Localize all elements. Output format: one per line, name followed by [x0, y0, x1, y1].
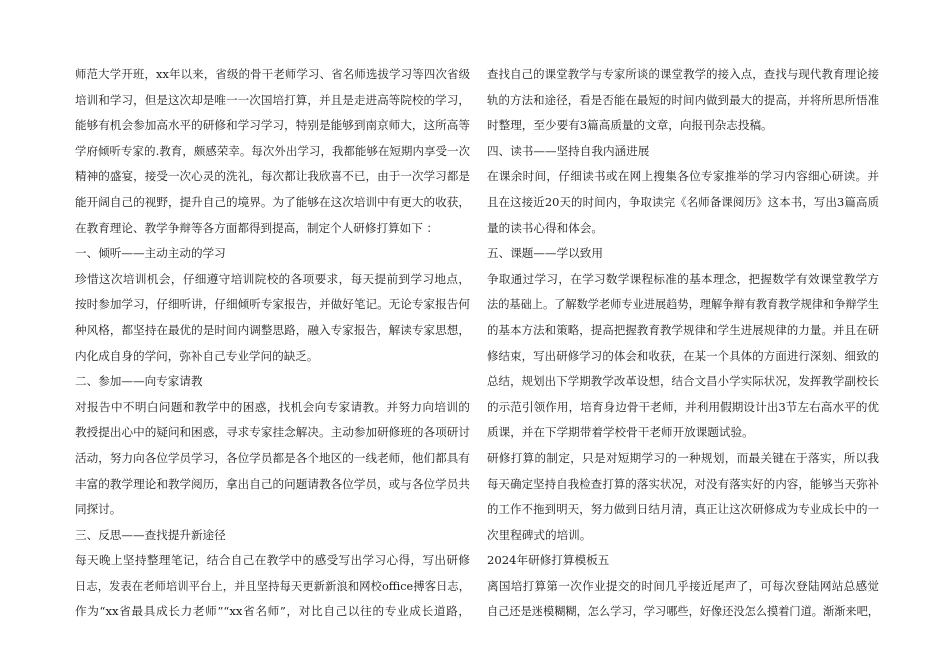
left-text-line: 内化成自身的学问，弥补自己专业学问的缺乏。 — [75, 348, 319, 363]
left-text-line: 教授提出心中的疑问和困惑，寻求专家挂念解决。主动参加研修班的各项研讨 — [75, 425, 470, 440]
right-text-line: 次里程碑式的培训。 — [487, 527, 592, 542]
left-section-heading: 二、参加——向专家请教 — [75, 374, 203, 389]
right-section-heading: 2024年研修打算模板五 — [487, 553, 610, 568]
right-text-line: 的基本方法和策略，提高把握教育教学规律和学生进展规律的力量。并且在研 — [487, 322, 879, 337]
right-text-line: 时整理，至少要有3篇高质量的文章，向报刊杂志投稿。 — [487, 118, 773, 133]
left-text-line: 种风格，都坚持在最优的是时间内调整思路，融入专家报告，解读专家思想， — [75, 322, 470, 337]
left-text-line: 珍惜这次培训机会，仔细遵守培训院校的各项要求，每天提前到学习地点， — [75, 271, 470, 286]
right-text-line: 查找自己的课堂教学与专家所谈的课堂教学的接入点，查找与现代教育理论接 — [487, 67, 879, 81]
right-text-line: 研修打算的制定，只是对短期学习的一种规划，而最关键在于落实，所以我 — [487, 450, 879, 465]
right-text-line: 量的读书心得和体会。 — [487, 220, 603, 235]
left-text-line: 师范大学开班，xx年以来，省级的骨干老师学习、省名师选拔学习等四次省级 — [75, 67, 470, 81]
right-text-line: 争取通过学习，在学习数学课程标准的基本理念，把握数学有效课堂教学方 — [487, 271, 879, 286]
left-text-line: 丰富的教学理论和教学阅历，拿出自己的问题请教各位学员，或与各位学员共 — [75, 476, 470, 491]
right-text-column — [487, 62, 879, 625]
left-text-line: 培训和学习，但是这次却是唯一一次国培打算，并且是走进高等院校的学习， — [75, 92, 470, 107]
left-section-heading: 三、反思——查找提升新途径 — [75, 527, 226, 542]
left-text-line: 每天晚上坚持整理笔记，结合自己在教学中的感受写出学习心得，写出研修 — [75, 553, 470, 568]
left-text-line: 能开阔自己的视野，提升自己的境界。为了能够在这次培训中有更大的收获， — [75, 194, 470, 209]
right-text-line: 质课，并在下学期带着学校骨干老师开放课题试验。 — [487, 425, 754, 440]
left-text-line: 在教育理论、教学争辩等各方面都得到提高，制定个人研修打算如下 ： — [75, 220, 439, 235]
left-text-line: 对报告中不明白问题和教学中的困惑，找机会向专家请教。并努力向培训的 — [75, 399, 470, 414]
left-text-line: 作为“xx省最具成长力老师”“xx省名师”，对比自己以往的专业成长道路， — [75, 604, 470, 619]
right-text-line: 且在这接近20天的时间内，争取读完《名师备课阅历》这本书，写出3篇高质 — [487, 194, 879, 209]
left-text-line: 活动，努力向各位学员学习，各位学员都是各个地区的一线老师，他们都具有 — [75, 450, 470, 465]
right-section-heading: 四、读书——坚持自我内涵进展 — [487, 143, 650, 158]
right-text-line: 的工作不拖到明天，努力做到日结月清，真正让这次研修成为专业成长中的一 — [487, 502, 879, 517]
right-text-line: 轨的方法和途径，看是否能在最短的时间内做到最大的提高，并将所思所悟准 — [487, 92, 879, 107]
right-text-line: 在课余时间，仔细读书或在网上搜集各位专家推举的学习内容细心研读。并 — [487, 169, 879, 184]
right-text-line: 自己还是迷模糊糊，怎么学习，学习哪些，好像还没怎么摸着门道。渐渐来吧， — [487, 605, 879, 619]
right-text-line: 总结，规划出下学期教学改革设想，结合文昌小学实际状况，发挥教学副校长 — [487, 374, 879, 389]
left-text-line: 按时参加学习，仔细听讲，仔细倾听专家报告，并做好笔记。无论专家报告何 — [75, 297, 470, 312]
right-text-line: 法的基础上。了解数学老师专业进展趋势，理解争辩有教育教学规律和争辩学生 — [487, 298, 879, 312]
right-text-line: 修结束，写出研修学习的体会和收获，在某一个具体的方面进行深刻、细致的 — [487, 348, 879, 363]
right-section-heading: 五、课题——学以致用 — [487, 246, 603, 261]
left-text-line: 精神的盛宴，接受一次心灵的洗礼，每次都让我欣喜不已，由于一次学习都是 — [75, 169, 470, 184]
right-text-line: 离国培打算第一次作业提交的时间几乎接近尾声了，可每次登陆网站总感觉 — [487, 578, 879, 593]
right-text-line: 每天确定坚持自我检查打算的落实状况，对没有落实好的内容，能够当天弥补 — [487, 476, 879, 491]
left-text-column — [75, 62, 470, 625]
left-section-heading: 一、倾听——主动主动的学习 — [75, 246, 226, 261]
left-text-line: 日志，发表在老师培训平台上，并且坚持每天更新新浪和网校office搏客日志， — [75, 579, 470, 593]
left-text-line: 同探讨。 — [75, 502, 122, 517]
left-text-line: 能够有机会参加高水平的研修和学习学习，特别是能够到南京师大，这所高等 — [75, 118, 470, 133]
left-text-line: 学府倾听专家的.教育，颇感荣幸。每次外出学习，我都能够在短期内享受一次 — [75, 143, 470, 158]
right-text-line: 的示范引领作用，培育身边骨干老师，并利用假期设计出3节左右高水平的优 — [487, 399, 879, 414]
